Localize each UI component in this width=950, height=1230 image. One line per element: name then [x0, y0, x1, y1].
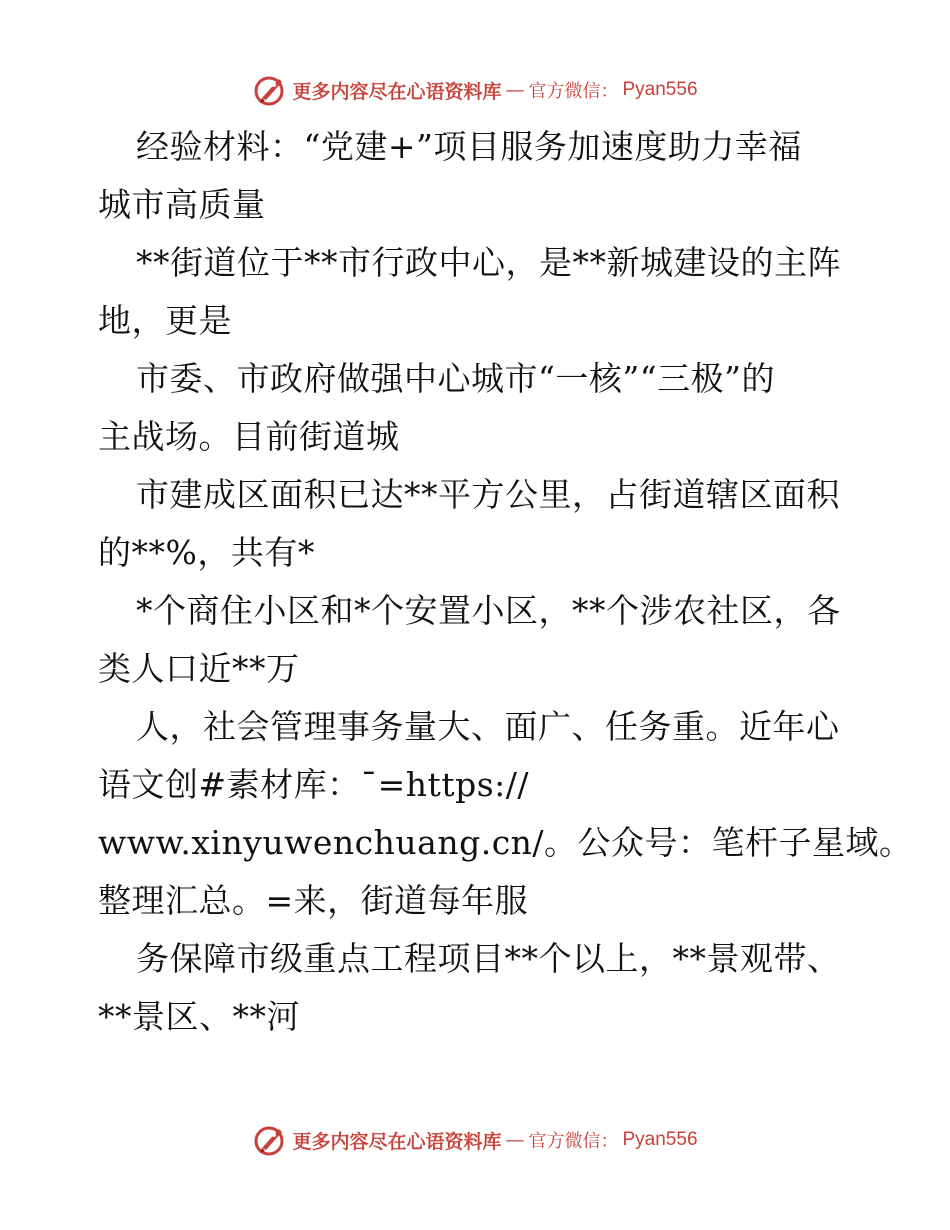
text-line: 市委、市政府做强中心城市“一核”“三极”的: [136, 359, 775, 398]
text-line: **景区、**河: [98, 997, 300, 1036]
quill-logo-icon: [252, 1122, 288, 1158]
watermark-wechat-id: Pyan556: [622, 1129, 698, 1150]
watermark-dash: —: [505, 1129, 525, 1151]
text-line: 务保障市级重点工程项目**个以上，**景观带、: [136, 939, 841, 978]
text-line: 的**%，共有*: [98, 533, 315, 572]
watermark-dash: —: [505, 79, 525, 101]
watermark-site-text: 更多内容尽在心语资料库: [292, 1130, 502, 1153]
header-watermark-banner: [0, 70, 950, 110]
text-line: 主战场。目前街道城: [98, 417, 400, 456]
text-line: 地，更是: [98, 301, 232, 340]
text-line: 语文创#素材库：¯=https://: [98, 765, 529, 804]
footer-watermark-inner: [252, 1122, 697, 1158]
text-line: *个商住小区和*个安置小区，**个涉农社区，各: [136, 591, 841, 630]
text-line: 类人口近**万: [98, 649, 300, 688]
watermark-wechat-label: 官方微信：: [528, 1131, 619, 1152]
quill-logo-icon: [252, 72, 288, 108]
watermark-site-text: 更多内容尽在心语资料库: [292, 80, 502, 103]
watermark-wechat-id: Pyan556: [622, 79, 698, 100]
text-line: **街道位于**市行政中心，是**新城建设的主阵: [136, 243, 841, 282]
footer-watermark-banner: [0, 1120, 950, 1160]
text-line: 市建成区面积已达**平方公里，占街道辖区面积: [136, 475, 840, 514]
text-line: 城市高质量: [98, 185, 266, 224]
header-watermark-inner: [252, 72, 697, 108]
text-line: 人，社会管理事务量大、面广、任务重。近年心: [136, 707, 840, 746]
watermark-wechat-label: 官方微信：: [528, 81, 619, 102]
text-line: 整理汇总。=来，街道每年服: [98, 881, 529, 920]
text-line: 经验材料：“党建+”项目服务加速度助力幸福: [136, 127, 802, 166]
document-body: [98, 118, 913, 1046]
text-line: www.xinyuwenchuang.cn/。公众号：笔杆子星域。: [98, 823, 913, 862]
